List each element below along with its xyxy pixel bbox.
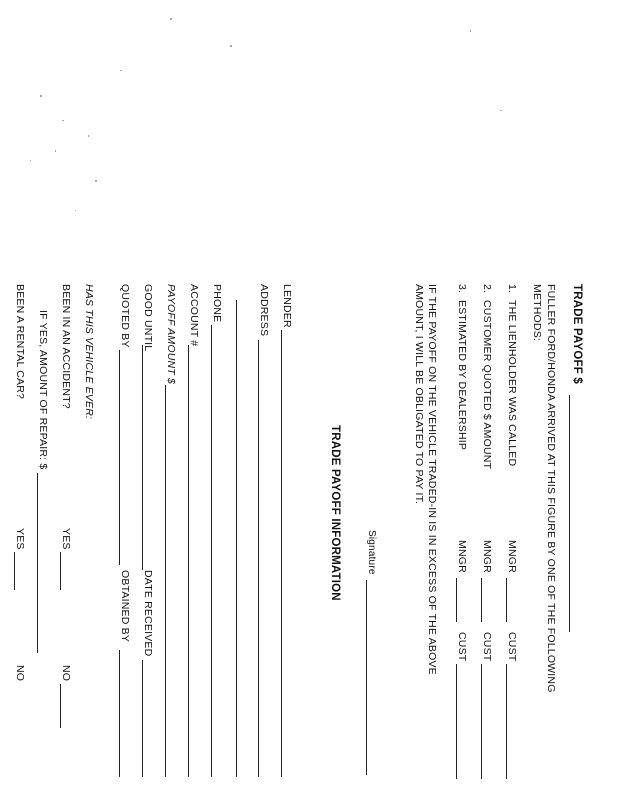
- cust-label: CUST: [506, 632, 518, 662]
- phone-label: PHONE: [211, 284, 223, 323]
- rental-no-label: NO: [14, 665, 26, 682]
- quoted-by-line[interactable]: [119, 350, 120, 565]
- method-number: 3.: [456, 284, 468, 294]
- date-received-line[interactable]: [142, 660, 143, 777]
- cust-label: CUST: [456, 632, 468, 662]
- mngr-label: MNGR: [506, 540, 518, 573]
- rental-yes-label: YES: [14, 528, 26, 550]
- method-number: 1.: [506, 284, 518, 294]
- signature-label: Signature: [366, 530, 377, 575]
- good-until-line[interactable]: [142, 345, 143, 570]
- history-heading: HAS THIS VEHICLE EVER:: [83, 284, 95, 420]
- mngr-line[interactable]: [506, 578, 507, 622]
- accident-question: BEEN IN AN ACCIDENT?: [60, 284, 72, 409]
- accident-no-label: NO: [60, 665, 72, 682]
- signature-line[interactable]: [366, 580, 367, 775]
- cust-label: CUST: [481, 632, 493, 662]
- intro-line-1: FULLER FORD/HONDA ARRIVED AT THIS FIGURE BY ONE OF THE FOLLOWING: [545, 284, 557, 693]
- accident-no-line[interactable]: [60, 684, 61, 728]
- address-label: ADDRESS: [258, 284, 270, 337]
- date-received-label: DATE RECEIVED: [142, 570, 154, 657]
- payoff-amount-label: PAYOFF AMOUNT $: [165, 284, 177, 385]
- cust-line[interactable]: [506, 664, 507, 779]
- intro-line-2: METHODS:: [531, 284, 543, 342]
- form-title: TRADE PAYOFF $: [571, 284, 583, 384]
- accident-yes-line[interactable]: [60, 552, 61, 590]
- address-line-1[interactable]: [258, 340, 259, 777]
- method-number: 2.: [481, 284, 493, 294]
- method-text: CUSTOMER QUOTED $ AMOUNT: [481, 300, 493, 470]
- rental-yes-line[interactable]: [14, 552, 15, 590]
- obligation-line-2: AMOUNT, I WILL BE OBLIGATED TO PAY IT.: [413, 284, 425, 505]
- method-text: ESTIMATED BY DEALERSHIP: [456, 300, 468, 451]
- address-line-2[interactable]: [236, 300, 237, 777]
- good-until-label: GOOD UNTIL: [142, 284, 154, 352]
- accident-yes-label: YES: [60, 528, 72, 550]
- obtained-by-label: OBTAINED BY: [119, 570, 131, 643]
- account-line[interactable]: [188, 345, 189, 777]
- cust-line[interactable]: [481, 664, 482, 779]
- payoff-amount-line[interactable]: [165, 385, 166, 777]
- phone-line[interactable]: [211, 325, 212, 777]
- mngr-label: MNGR: [481, 540, 493, 573]
- obligation-line-1: IF THE PAYOFF ON THE VEHICLE TRADED-IN IS IN EXCESS OF THE ABOVE: [426, 284, 438, 675]
- method-text: THE LIENHOLDER WAS CALLED: [506, 300, 518, 467]
- lender-line[interactable]: [281, 330, 282, 777]
- repair-amount-label: IF YES, AMOUNT OF REPAIR: $: [37, 310, 49, 470]
- repair-amount-line[interactable]: [37, 473, 38, 653]
- lender-label: LENDER: [281, 284, 293, 328]
- mngr-line[interactable]: [456, 578, 457, 622]
- trade-payoff-amount-line[interactable]: [569, 395, 570, 632]
- rental-question: BEEN A RENTAL CAR?: [14, 284, 26, 400]
- quoted-by-label: QUOTED BY: [119, 284, 131, 348]
- info-title: TRADE PAYOFF INFORMATION: [329, 425, 341, 601]
- mngr-label: MNGR: [456, 540, 468, 573]
- obtained-by-line[interactable]: [119, 650, 120, 777]
- account-label: ACCOUNT #: [188, 284, 200, 347]
- cust-line[interactable]: [456, 664, 457, 779]
- mngr-line[interactable]: [481, 578, 482, 622]
